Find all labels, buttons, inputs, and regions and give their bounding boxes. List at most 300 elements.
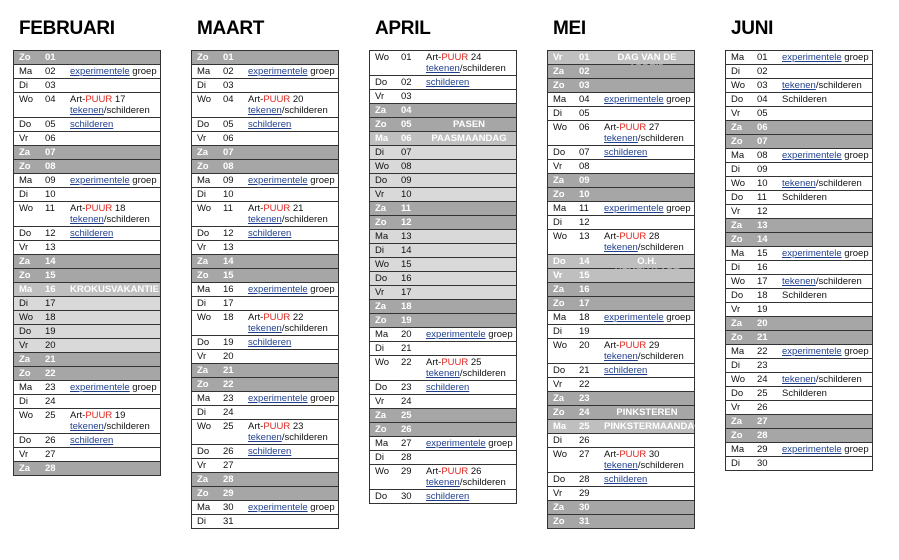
day-number: 27 <box>45 449 56 460</box>
schilderen-text: /schilderen <box>637 460 684 471</box>
tekenen-schilderen-line <box>248 432 336 443</box>
weekday-label: Za <box>553 393 565 404</box>
weekday-label: Di <box>553 326 562 337</box>
holiday-label: O.H. <box>637 256 657 267</box>
day-row <box>548 255 694 269</box>
schilderen-link[interactable]: schilderen <box>248 119 292 130</box>
day-number: 07 <box>757 136 768 147</box>
day-number: 29 <box>757 444 768 455</box>
activity <box>248 203 336 225</box>
day-number: 27 <box>223 460 234 471</box>
weekday-label: Di <box>19 189 28 200</box>
weekday-label: Vr <box>19 242 29 253</box>
activity <box>70 66 158 77</box>
day-row <box>192 311 338 336</box>
weekday-label: Ma <box>553 94 567 105</box>
day-row <box>726 373 872 387</box>
day-number: 05 <box>223 119 234 130</box>
weekday-label: Wo <box>197 421 212 432</box>
art-puur-line <box>604 340 692 351</box>
schilderen-text: Schilderen <box>782 192 827 203</box>
day-number: 28 <box>401 452 412 463</box>
day-row <box>548 65 694 79</box>
experimentele-link[interactable]: experimentele <box>70 382 130 393</box>
day-number: 11 <box>579 203 589 214</box>
tekenen-link[interactable]: tekenen <box>782 178 816 189</box>
weekday-label: Za <box>19 147 31 158</box>
weekday-label: Wo <box>197 94 212 105</box>
weekday-label: Wo <box>375 52 390 63</box>
day-number: 13 <box>579 231 590 242</box>
day-number: 15 <box>401 259 412 270</box>
schilderen-link[interactable]: schilderen <box>426 382 470 393</box>
tekenen-link[interactable]: tekenen <box>70 421 104 432</box>
month-grid <box>13 50 161 476</box>
day-row <box>14 65 160 79</box>
groep-text: groep <box>841 150 869 161</box>
activity <box>604 365 692 376</box>
day-row <box>14 448 160 462</box>
tekenen-link[interactable]: tekenen <box>604 133 638 144</box>
weekday-label: Zo <box>375 217 387 228</box>
experimentele-link[interactable]: experimentele <box>248 393 308 404</box>
day-row <box>548 487 694 501</box>
art-puur-number: 22 <box>292 312 304 323</box>
tekenen-schilderen-line <box>70 105 158 116</box>
schilderen-link[interactable]: schilderen <box>426 77 470 88</box>
puur-text: PUUR <box>85 410 113 421</box>
schilderen-text: /schilderen <box>103 421 150 432</box>
activity <box>426 357 514 379</box>
day-number: 02 <box>579 66 590 77</box>
puur-text: PUUR <box>263 312 291 323</box>
day-number: 07 <box>45 147 56 158</box>
weekday-label: Wo <box>19 410 34 421</box>
day-row <box>14 269 160 283</box>
weekday-label: Ma <box>731 248 745 259</box>
day-row <box>192 65 338 79</box>
weekday-label: Zo <box>553 189 565 200</box>
weekday-label: Wo <box>731 178 746 189</box>
day-row <box>14 381 160 395</box>
puur-text: PUUR <box>85 94 113 105</box>
weekday-label: Zo <box>19 161 31 172</box>
day-number: 18 <box>223 312 234 323</box>
day-row <box>370 76 516 90</box>
schilderen-link[interactable]: schilderen <box>70 119 114 130</box>
day-row <box>726 149 872 163</box>
day-row <box>192 392 338 406</box>
day-number: 03 <box>223 80 234 91</box>
weekday-label: Di <box>19 396 28 407</box>
day-number: 09 <box>401 175 412 186</box>
day-row <box>548 473 694 487</box>
day-row <box>192 118 338 132</box>
day-number: 23 <box>45 382 56 393</box>
schilderen-text: Schilderen <box>782 290 827 301</box>
day-row <box>14 146 160 160</box>
activity <box>248 94 336 116</box>
weekday-label: Ma <box>375 329 389 340</box>
art-prefix: Art- <box>248 312 264 323</box>
day-row <box>548 230 694 255</box>
activity <box>248 312 336 334</box>
experimentele-link[interactable]: experimentele <box>604 203 664 214</box>
weekday-label: Ma <box>553 421 567 432</box>
experimentele-link[interactable]: experimentele <box>782 444 842 455</box>
experimentele-link[interactable]: experimentele <box>248 284 308 295</box>
day-row <box>548 392 694 406</box>
activity <box>782 150 870 161</box>
schilderen-text: /schilderen <box>637 242 684 253</box>
day-row <box>14 353 160 367</box>
weekday-label: Vr <box>19 449 29 460</box>
day-row <box>548 174 694 188</box>
day-number: 22 <box>579 379 590 390</box>
weekday-label: Ma <box>375 133 389 144</box>
day-row <box>370 104 516 118</box>
day-row <box>370 174 516 188</box>
schilderen-link[interactable]: schilderen <box>426 491 470 502</box>
day-number: 27 <box>757 416 768 427</box>
day-number: 25 <box>757 388 768 399</box>
day-number: 05 <box>45 119 56 130</box>
weekday-label: Zo <box>197 379 209 390</box>
weekday-label: Zo <box>19 52 31 63</box>
day-row <box>14 434 160 448</box>
weekday-label: Wo <box>19 312 34 323</box>
weekday-label: Wo <box>375 161 390 172</box>
experimentele-link[interactable]: experimentele <box>782 248 842 259</box>
schilderen-link[interactable]: schilderen <box>604 147 648 158</box>
weekday-label: Ma <box>731 346 745 357</box>
schilderen-text: /schilderen <box>281 214 328 225</box>
art-puur-number: 26 <box>470 466 482 477</box>
day-number: 15 <box>579 270 590 281</box>
day-number: 23 <box>223 393 234 404</box>
tekenen-schilderen-line <box>248 214 336 225</box>
groep-text: groep <box>307 284 335 295</box>
puur-text: PUUR <box>619 231 647 242</box>
activity <box>248 337 336 348</box>
day-row <box>192 146 338 160</box>
groep-text: groep <box>841 346 869 357</box>
weekday-label: Do <box>197 228 210 239</box>
day-number: 29 <box>579 488 590 499</box>
experimentele-link[interactable]: experimentele <box>248 175 308 186</box>
schilderen-text: /schilderen <box>281 105 328 116</box>
tekenen-link[interactable]: tekenen <box>248 214 282 225</box>
month-title: MAART <box>197 18 265 39</box>
day-number: 14 <box>401 245 412 256</box>
activity <box>782 94 870 105</box>
groep-text: groep <box>307 502 335 513</box>
day-row <box>192 188 338 202</box>
day-number: 13 <box>45 242 56 253</box>
weekday-label: Di <box>731 164 740 175</box>
day-row <box>548 297 694 311</box>
experimentele-link[interactable]: experimentele <box>426 329 486 340</box>
tekenen-link[interactable]: tekenen <box>426 63 460 74</box>
day-row <box>14 79 160 93</box>
tekenen-link[interactable]: tekenen <box>248 323 282 334</box>
day-number: 01 <box>579 52 590 63</box>
groep-text: groep <box>307 175 335 186</box>
weekday-label: Zo <box>553 516 565 527</box>
day-row <box>370 300 516 314</box>
day-row <box>192 227 338 241</box>
day-number: 26 <box>401 424 412 435</box>
month-title: FEBRUARI <box>19 18 115 39</box>
weekday-label: Wo <box>375 357 390 368</box>
tekenen-link[interactable]: tekenen <box>70 214 104 225</box>
day-number: 10 <box>223 189 234 200</box>
day-row <box>14 188 160 202</box>
weekday-label: Do <box>731 192 744 203</box>
art-puur-line <box>248 421 336 432</box>
activity <box>782 192 870 203</box>
day-row <box>548 311 694 325</box>
experimentele-link[interactable]: experimentele <box>782 52 842 63</box>
day-number: 18 <box>757 290 768 301</box>
weekday-label: Di <box>375 245 384 256</box>
day-row <box>726 79 872 93</box>
day-row <box>548 283 694 297</box>
tekenen-link[interactable]: tekenen <box>604 242 638 253</box>
day-row <box>370 132 516 146</box>
weekday-label: Vr <box>19 340 29 351</box>
day-row <box>14 93 160 118</box>
art-puur-number: 23 <box>292 421 304 432</box>
weekday-label: Za <box>197 365 209 376</box>
weekday-label: Di <box>19 80 28 91</box>
day-number: 25 <box>45 410 56 421</box>
day-number: 09 <box>757 164 768 175</box>
experimentele-link[interactable]: experimentele <box>248 66 308 77</box>
art-prefix: Art- <box>604 231 620 242</box>
experimentele-link[interactable]: experimentele <box>248 502 308 513</box>
schilderen-text: Schilderen <box>782 94 827 105</box>
experimentele-link[interactable]: experimentele <box>426 438 486 449</box>
day-number: 10 <box>579 189 590 200</box>
schilderen-link[interactable]: schilderen <box>604 474 648 485</box>
day-row <box>548 202 694 216</box>
weekday-label: Wo <box>19 94 34 105</box>
puur-text: PUUR <box>441 52 469 63</box>
day-number: 14 <box>223 256 234 267</box>
art-puur-number: 27 <box>648 122 660 133</box>
day-row <box>370 314 516 328</box>
day-row <box>548 364 694 378</box>
experimentele-link[interactable]: experimentele <box>604 312 664 323</box>
schilderen-link[interactable]: schilderen <box>248 337 292 348</box>
day-row <box>370 437 516 451</box>
day-row <box>548 378 694 392</box>
schilderen-link[interactable]: schilderen <box>248 446 292 457</box>
day-row <box>726 121 872 135</box>
experimentele-link[interactable]: experimentele <box>604 94 664 105</box>
weekday-label: Ma <box>197 393 211 404</box>
tekenen-link[interactable]: tekenen <box>782 276 816 287</box>
tekenen-schilderen-line <box>604 351 692 362</box>
weekday-label: Do <box>553 474 566 485</box>
weekday-label: Wo <box>553 340 568 351</box>
tekenen-link[interactable]: tekenen <box>248 105 282 116</box>
day-number: 03 <box>579 80 590 91</box>
art-puur-number: 28 <box>648 231 660 242</box>
day-row <box>548 325 694 339</box>
weekday-label: Vr <box>553 270 563 281</box>
day-number: 02 <box>45 66 56 77</box>
day-number: 07 <box>401 147 412 158</box>
tekenen-link[interactable]: tekenen <box>426 368 460 379</box>
day-number: 18 <box>401 301 412 312</box>
day-row <box>192 79 338 93</box>
month-grid <box>725 50 873 471</box>
weekday-label: Za <box>553 66 565 77</box>
schilderen-link[interactable]: schilderen <box>70 435 114 446</box>
activity <box>782 374 870 385</box>
weekday-label: Ma <box>19 284 33 295</box>
day-number: 20 <box>579 340 590 351</box>
day-row <box>370 272 516 286</box>
art-prefix: Art- <box>248 203 264 214</box>
groep-text: groep <box>129 175 157 186</box>
activity <box>782 346 870 357</box>
day-row <box>370 90 516 104</box>
day-row <box>370 286 516 300</box>
day-row <box>548 79 694 93</box>
weekday-label: Vr <box>19 133 29 144</box>
day-row <box>548 269 694 283</box>
weekday-label: Di <box>375 147 384 158</box>
day-number: 12 <box>757 206 768 217</box>
holiday-label: KROKUSVAKANTIE <box>70 284 160 295</box>
art-puur-number: 29 <box>648 340 660 351</box>
weekday-label: Za <box>731 416 743 427</box>
day-number: 12 <box>401 217 412 228</box>
day-row <box>548 448 694 473</box>
weekday-label: Vr <box>731 108 741 119</box>
art-puur-line <box>604 449 692 460</box>
day-row <box>370 146 516 160</box>
day-number: 15 <box>757 248 768 259</box>
day-row <box>14 51 160 65</box>
day-row <box>14 241 160 255</box>
tekenen-link[interactable]: tekenen <box>782 374 816 385</box>
tekenen-link[interactable]: tekenen <box>604 460 638 471</box>
experimentele-link[interactable]: experimentele <box>70 175 130 186</box>
day-row <box>548 107 694 121</box>
experimentele-link[interactable]: experimentele <box>70 66 130 77</box>
weekday-label: Za <box>553 175 565 186</box>
groep-text: groep <box>307 66 335 77</box>
weekday-label: Vr <box>553 379 563 390</box>
day-number: 10 <box>45 189 56 200</box>
day-number: 08 <box>223 161 234 172</box>
day-number: 11 <box>45 203 55 214</box>
activity <box>248 502 336 513</box>
day-number: 30 <box>579 502 590 513</box>
art-prefix: Art- <box>248 94 264 105</box>
day-row <box>192 255 338 269</box>
day-number: 11 <box>757 192 767 203</box>
day-number: 28 <box>45 463 56 474</box>
weekday-label: Za <box>731 318 743 329</box>
day-row <box>726 93 872 107</box>
day-number: 22 <box>401 357 412 368</box>
day-number: 09 <box>45 175 56 186</box>
tekenen-schilderen-line <box>604 242 692 253</box>
tekenen-link[interactable]: tekenen <box>604 351 638 362</box>
schilderen-text: /schilderen <box>459 368 506 379</box>
activity <box>70 175 158 186</box>
activity <box>248 421 336 443</box>
day-number: 28 <box>579 474 590 485</box>
day-row <box>192 378 338 392</box>
day-row <box>548 188 694 202</box>
day-row <box>370 118 516 132</box>
day-row <box>726 135 872 149</box>
day-number: 10 <box>401 189 412 200</box>
weekday-label: Ma <box>19 175 33 186</box>
tekenen-link[interactable]: tekenen <box>426 477 460 488</box>
day-number: 08 <box>579 161 590 172</box>
tekenen-link[interactable]: tekenen <box>782 80 816 91</box>
day-row <box>370 395 516 409</box>
activity <box>604 122 692 144</box>
month-title: JUNI <box>731 18 774 39</box>
schilderen-text: /schilderen <box>637 133 684 144</box>
day-number: 18 <box>45 312 56 323</box>
tekenen-schilderen-line <box>426 63 514 74</box>
day-row <box>14 132 160 146</box>
day-number: 21 <box>223 365 234 376</box>
tekenen-link[interactable]: tekenen <box>70 105 104 116</box>
weekday-label: Vr <box>553 161 563 172</box>
day-row <box>14 118 160 132</box>
puur-text: PUUR <box>619 340 647 351</box>
tekenen-schilderen-line <box>70 214 158 225</box>
weekday-label: Di <box>197 516 206 527</box>
day-number: 29 <box>223 488 234 499</box>
tekenen-link[interactable]: tekenen <box>248 432 282 443</box>
weekday-label: Vr <box>197 133 207 144</box>
schilderen-link[interactable]: schilderen <box>70 228 114 239</box>
schilderen-link[interactable]: schilderen <box>248 228 292 239</box>
day-number: 02 <box>757 66 768 77</box>
day-row <box>726 289 872 303</box>
day-row <box>370 342 516 356</box>
weekday-label: Vr <box>731 206 741 217</box>
tekenen-schilderen-line <box>426 368 514 379</box>
day-row <box>370 490 516 504</box>
day-number: 20 <box>757 318 768 329</box>
day-row <box>548 434 694 448</box>
weekday-label: Wo <box>197 203 212 214</box>
weekday-label: Do <box>553 147 566 158</box>
weekday-label: Ma <box>553 203 567 214</box>
day-number: 19 <box>579 326 590 337</box>
activity <box>70 382 158 393</box>
day-number: 17 <box>45 298 56 309</box>
day-number: 05 <box>757 108 768 119</box>
day-row <box>14 395 160 409</box>
experimentele-link[interactable]: experimentele <box>782 346 842 357</box>
experimentele-link[interactable]: experimentele <box>782 150 842 161</box>
day-row <box>548 420 702 434</box>
schilderen-link[interactable]: schilderen <box>604 365 648 376</box>
